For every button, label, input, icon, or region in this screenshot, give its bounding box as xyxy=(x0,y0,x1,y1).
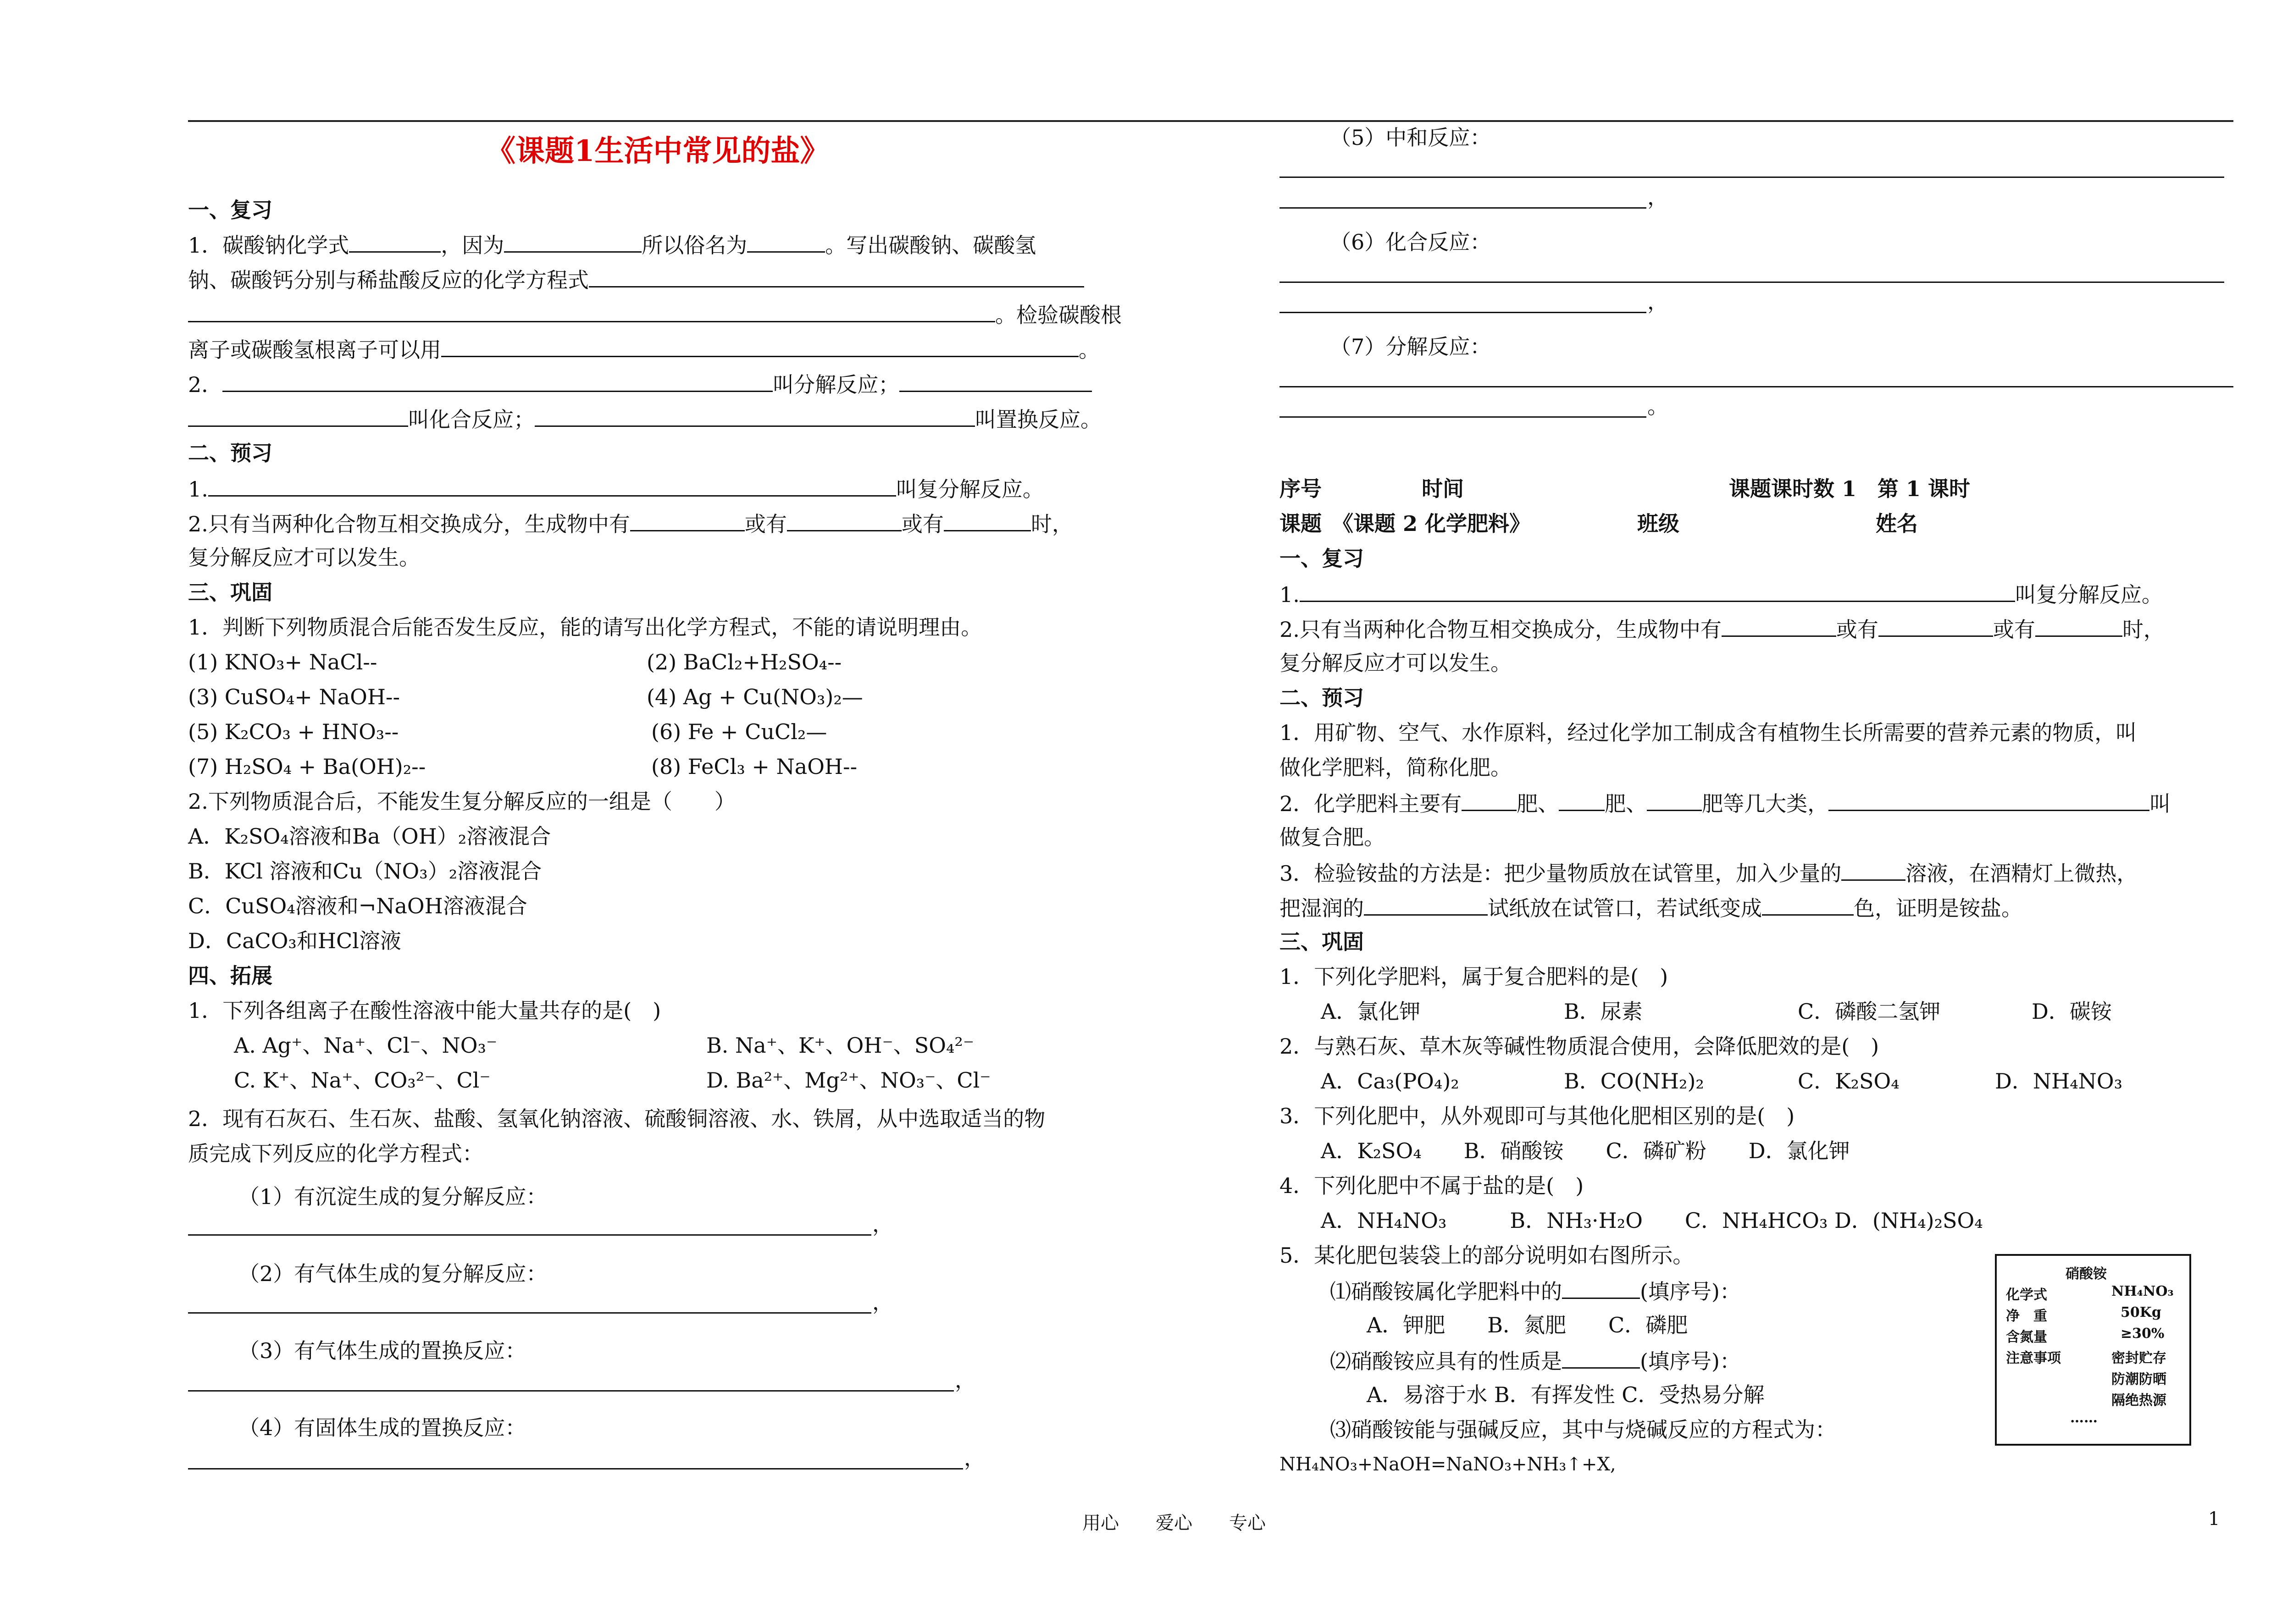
text: 所以俗名为 xyxy=(642,233,748,258)
c1-item-7: (7) H₂SO₄ + Ba(OH)₂-- xyxy=(188,754,426,779)
text: 。检验碳酸根 xyxy=(995,303,1122,327)
text: 把湿润的 xyxy=(1279,896,1364,921)
text: 。写出碳酸钠、碳酸氢 xyxy=(825,233,1036,258)
label-notes-value-1: 密封贮存 xyxy=(2111,1350,2166,1366)
r-sub-5: （5）中和反应： xyxy=(1330,125,1491,150)
c2-option-c: C．CuSO₄溶液和¬NaOH溶液混合 xyxy=(188,894,527,918)
text: 时， xyxy=(1030,512,1073,536)
k5-part2-options: A．易溶于水 B．有挥发性 C．受热易分解 xyxy=(1367,1382,1765,1407)
k1-question: 1．下列化学肥料，属于复合肥料的是( ) xyxy=(1279,964,1668,989)
text: 叫复分解反应。 xyxy=(2015,582,2163,607)
c2-option-d: D．CaCO₃和HCl溶液 xyxy=(188,928,401,953)
section-review-2: 一、复习 xyxy=(1279,546,1364,571)
preview2-p2-line2: 做复合肥。 xyxy=(1279,825,1385,850)
review-q1-line3 xyxy=(188,300,1122,329)
comma: ， xyxy=(1647,289,1668,314)
period: 。 xyxy=(1647,394,1668,419)
answer-line xyxy=(188,1390,954,1392)
label-nitrogen-key: 含氮量 xyxy=(2006,1329,2047,1345)
blank xyxy=(1562,1276,1640,1299)
label-weight-value: 50Kg xyxy=(2121,1304,2161,1320)
k2-question: 2．与熟石灰、草木灰等碱性物质混合使用，会降低肥效的是( ) xyxy=(1279,1034,1879,1059)
k2-option-d: D．NH₄NO₃ xyxy=(1995,1069,2123,1094)
preview2-p1-line2: 做化学肥料，简称化肥。 xyxy=(1279,755,1512,780)
r-sub-7: （7）分解反应： xyxy=(1330,334,1491,359)
text: 叫化合反应； xyxy=(408,407,535,432)
section-review: 一、复习 xyxy=(188,198,272,222)
section-consolidate: 三、巩固 xyxy=(188,580,272,605)
e1-option-b: B. Na⁺、K⁺、OH⁻、SO₄²⁻ xyxy=(706,1033,975,1058)
header-topic: 课题 《课题 2 化学肥料》 xyxy=(1279,511,1531,536)
label-ellipsis: …… xyxy=(2070,1410,2098,1426)
answer-line xyxy=(1279,416,1646,418)
answer-line xyxy=(1279,177,2224,178)
blank xyxy=(1841,858,1905,881)
text: 或有 xyxy=(1993,617,2035,642)
blank xyxy=(349,230,441,253)
k2-option-c: C．K₂SO₄ xyxy=(1798,1069,1900,1094)
label-notes-value-3: 隔绝热源 xyxy=(2111,1392,2166,1409)
blank xyxy=(208,474,896,497)
k2-option-a: A．Ca₃(PO₄)₂ xyxy=(1321,1069,1459,1094)
review-q1-line2 xyxy=(188,265,1084,294)
review2-q2-line2: 复分解反应才可以发生。 xyxy=(1279,651,1512,675)
e1-option-c: C. K⁺、Na⁺、CO₃²⁻、Cl⁻ xyxy=(234,1068,491,1093)
extend-q1: 1．下列各组离子在酸性溶液中能大量共存的是( ) xyxy=(188,998,661,1023)
review2-q1 xyxy=(1279,580,2163,608)
review-q2-line1 xyxy=(188,370,1092,398)
k5-part2 xyxy=(1330,1346,1741,1375)
preview2-p3-line2 xyxy=(1279,893,2022,922)
r-sub-6: （6）化合反应： xyxy=(1330,230,1491,254)
label-notes-value-2: 防潮防晒 xyxy=(2111,1371,2166,1387)
blank xyxy=(1364,893,1488,916)
blank xyxy=(188,404,408,427)
text: 2.只有当两种化合物互相交换成分，生成物中有 xyxy=(1279,617,1722,642)
blank xyxy=(944,509,1031,531)
review-q1-line1 xyxy=(188,230,1036,259)
consolidate-q2: 2.下列物质混合后，不能发生复分解反应的一组是（ ） xyxy=(188,789,736,814)
text: 2.只有当两种化合物互相交换成分，生成物中有 xyxy=(188,512,630,536)
k5-equation: NH₄NO₃+NaOH=NaNO₃+NH₃↑+X, xyxy=(1279,1454,1616,1475)
blank xyxy=(222,370,773,392)
label-nitrogen-value: ≥30% xyxy=(2121,1326,2165,1342)
k3-options: A．K₂SO₄ B．硝酸铵 C．磷矿粉 D．氯化钾 xyxy=(1321,1138,1850,1163)
label-weight-key: 净 重 xyxy=(2006,1308,2047,1324)
blank xyxy=(2035,614,2122,637)
lesson-title: 《课题1生活中常见的盐》 xyxy=(486,134,830,168)
blank xyxy=(1722,614,1836,637)
c1-item-3: (3) CuSO₄+ NaOH-- xyxy=(188,685,400,709)
header-name: 姓名 xyxy=(1876,511,1918,536)
blank xyxy=(589,265,1084,287)
text: 1. xyxy=(1279,582,1300,607)
blank xyxy=(1462,789,1517,811)
c1-item-4: (4) Ag + Cu(NO₃)₂— xyxy=(647,685,863,709)
k4-question: 4．下列化肥中不属于盐的是( ) xyxy=(1279,1173,1584,1198)
comma: ， xyxy=(872,1212,893,1237)
text: 1．碳酸钠化学式 xyxy=(188,233,349,258)
k4-options: A．NH₄NO₃ B．NH₃·H₂O C．NH₄HCO₃ D．(NH₄)₂SO₄ xyxy=(1321,1208,1983,1233)
answer-line xyxy=(1279,386,2233,387)
e1-option-d: D. Ba²⁺、Mg²⁺、NO₃⁻、Cl⁻ xyxy=(706,1068,991,1093)
header-serial: 序号 xyxy=(1279,476,1322,501)
header-class: 班级 xyxy=(1637,511,1679,536)
page-number: 1 xyxy=(2208,1508,2220,1530)
header-time: 时间 xyxy=(1422,476,1464,501)
comma: ， xyxy=(1647,185,1668,210)
text: 叫分解反应； xyxy=(773,372,900,397)
blank xyxy=(1828,789,2149,811)
footer-motto: 用心 爱心 专心 xyxy=(1082,1513,1266,1534)
answer-line xyxy=(188,1234,871,1236)
k3-question: 3．下列化肥中，从外观即可与其他化肥相区别的是( ) xyxy=(1279,1104,1795,1128)
blank xyxy=(441,335,1079,357)
preview2-p1-line1: 1．用矿物、空气、水作原料，经过化学加工制成含有植物生长所需要的营养元素的物质，叫 xyxy=(1279,720,2137,745)
answer-line xyxy=(188,1468,963,1469)
text: ，因为 xyxy=(441,233,504,258)
review2-q2-line1 xyxy=(1279,614,2165,643)
text: 溶液，在酒精灯上微热， xyxy=(1905,861,2138,886)
text: 试纸放在试管口，若试纸变成 xyxy=(1488,896,1762,921)
preview2-p2-line1 xyxy=(1279,789,2171,818)
text: 肥等几大类， xyxy=(1702,791,1829,816)
header-session: 课题课时数 1 第 1 课时 xyxy=(1729,476,1971,501)
c2-option-a: A．K₂SO₄溶液和Ba（OH）₂溶液混合 xyxy=(188,824,551,849)
text: 2． xyxy=(188,372,223,397)
fertilizer-label-box xyxy=(1995,1254,2191,1446)
blank xyxy=(1562,1346,1640,1369)
text: 肥、 xyxy=(1605,791,1647,816)
blank xyxy=(1300,580,2015,602)
c1-item-5: (5) K₂CO₃ + HNO₃-- xyxy=(188,719,399,744)
blank xyxy=(630,509,745,531)
blank xyxy=(535,404,975,427)
text: 时， xyxy=(2122,617,2165,642)
text: 2．化学肥料主要有 xyxy=(1279,791,1462,816)
text: 1. xyxy=(188,477,208,502)
top-rule xyxy=(188,120,2233,122)
k5-question: 5．某化肥包装袋上的部分说明如右图所示。 xyxy=(1279,1243,1694,1268)
preview-p2-line1 xyxy=(188,509,1073,538)
blank xyxy=(787,509,902,531)
k2-option-b: B．CO(NH₂)₂ xyxy=(1564,1069,1704,1094)
c1-item-1: (1) KNO₃+ NaCl-- xyxy=(188,650,377,674)
review-q1-line4 xyxy=(188,335,1100,364)
text: ⑴硝酸铵属化学肥料中的 xyxy=(1330,1279,1562,1304)
blank xyxy=(1559,789,1605,811)
text: 或有 xyxy=(1836,617,1878,642)
extend-q2-line1: 2．现有石灰石、生石灰、盐酸、氢氧化钠溶液、硫酸铜溶液、水、铁屑，从中选取适当的物 xyxy=(188,1106,1046,1131)
text: ⑵硝酸铵应具有的性质是 xyxy=(1330,1349,1562,1374)
answer-line xyxy=(1279,207,1646,209)
preview-p2-line2: 复分解反应才可以发生。 xyxy=(188,545,420,570)
label-formula-value: NH₄NO₃ xyxy=(2111,1283,2174,1299)
comma: ， xyxy=(955,1368,976,1392)
preview2-p3-line1 xyxy=(1279,858,2138,887)
label-notes-key: 注意事项 xyxy=(2006,1350,2061,1366)
section-extend: 四、拓展 xyxy=(188,963,272,988)
label-formula-key: 化学式 xyxy=(2006,1287,2047,1303)
blank xyxy=(1878,614,1993,637)
blank xyxy=(188,300,995,322)
text: (填序号)： xyxy=(1640,1279,1741,1304)
preview-p1 xyxy=(188,474,1044,503)
e1-option-a: A. Ag⁺、Na⁺、Cl⁻、NO₃⁻ xyxy=(234,1033,498,1058)
e2-sub-4: （4）有固体生成的置换反应： xyxy=(238,1415,526,1440)
section-preview-2: 二、预习 xyxy=(1279,685,1364,710)
consolidate-q1: 1．判断下列物质混合后能否发生反应，能的请写出化学方程式，不能的请说明理由。 xyxy=(188,615,982,640)
text: 3．检验铵盐的方法是：把少量物质放在试管里，加入少量的 xyxy=(1279,861,1842,886)
c1-item-6: (6) Fe + CuCl₂— xyxy=(651,719,827,744)
text: 或有 xyxy=(901,512,944,536)
k1-option-d: D．碳铵 xyxy=(2032,999,2112,1024)
e2-sub-1: （1）有沉淀生成的复分解反应： xyxy=(238,1184,548,1209)
e2-sub-2: （2）有气体生成的复分解反应： xyxy=(238,1261,548,1286)
k1-option-c: C．磷酸二氢钾 xyxy=(1798,999,1941,1024)
text: 肥、 xyxy=(1517,791,1559,816)
comma: ， xyxy=(964,1446,985,1470)
answer-line xyxy=(1279,312,1646,313)
section-consolidate-2: 三、巩固 xyxy=(1279,929,1364,954)
text: 离子或碳酸氢根离子可以用 xyxy=(188,337,441,362)
c2-option-b: B．KCl 溶液和Cu（NO₃）₂溶液混合 xyxy=(188,859,542,884)
c1-item-8: (8) FeCl₃ + NaOH-- xyxy=(651,754,858,779)
text: 叫置换反应。 xyxy=(975,407,1102,432)
k5-part1 xyxy=(1330,1276,1741,1305)
text: 钠、碳酸钙分别与稀盐酸反应的化学方程式 xyxy=(188,268,589,293)
blank xyxy=(1762,893,1854,916)
k1-option-b: B．尿素 xyxy=(1564,999,1643,1024)
answer-line xyxy=(1279,282,2224,283)
blank xyxy=(504,230,642,253)
text: 叫复分解反应。 xyxy=(896,477,1044,502)
blank xyxy=(1647,789,1702,811)
review-q2-line2 xyxy=(188,404,1102,433)
text: (填序号)： xyxy=(1640,1349,1741,1374)
text: 叫 xyxy=(2149,791,2171,816)
e2-sub-3: （3）有气体生成的置换反应： xyxy=(238,1338,526,1363)
text: 。 xyxy=(1079,337,1100,362)
answer-line xyxy=(188,1312,871,1314)
label-title: 硝酸铵 xyxy=(2066,1266,2107,1282)
extend-q2-line2: 质完成下列反应的化学方程式： xyxy=(188,1141,483,1166)
blank xyxy=(899,370,1092,392)
c1-item-2: (2) BaCl₂+H₂SO₄-- xyxy=(647,650,842,674)
k5-part3: ⑶硝酸铵能与强碱反应，其中与烧碱反应的方程式为： xyxy=(1330,1417,1836,1442)
section-preview: 二、预习 xyxy=(188,441,272,465)
comma: ， xyxy=(872,1290,893,1315)
text: 色，证明是铵盐。 xyxy=(1854,896,2022,921)
blank xyxy=(747,230,825,253)
k5-part1-options: A．钾肥 B．氮肥 C．磷肥 xyxy=(1367,1313,1688,1337)
text: 或有 xyxy=(744,512,787,536)
k1-option-a: A．氯化钾 xyxy=(1321,999,1421,1024)
